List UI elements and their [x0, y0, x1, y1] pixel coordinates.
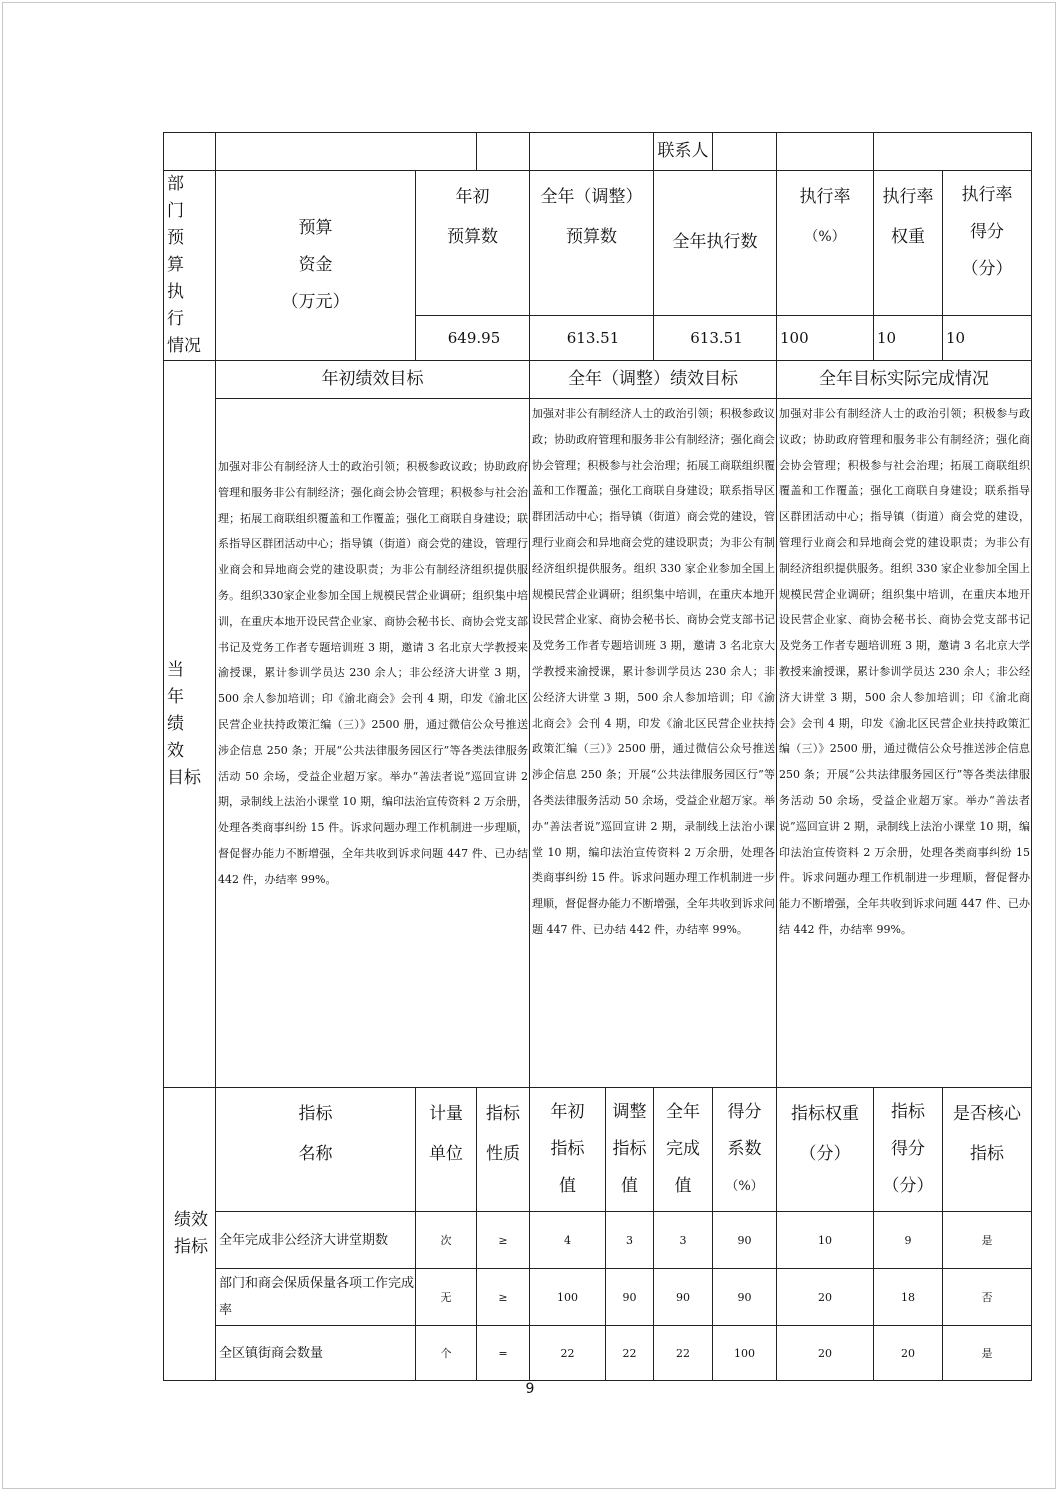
indicator-nature: =: [477, 1326, 530, 1381]
page-number: 9: [525, 1381, 535, 1397]
indicator-name: 部门和商会保质保量各项工作完成率: [216, 1269, 416, 1326]
indicator-completed: 22: [654, 1326, 713, 1381]
col-initial-budget: [416, 171, 530, 316]
col-adjusted-budget: [530, 171, 654, 316]
label-line: 预算: [298, 218, 333, 238]
header-line: 名称: [298, 1144, 333, 1164]
header-line: 性质: [486, 1144, 520, 1164]
col-exec-score: [943, 171, 1032, 316]
hdr-nature: [477, 1088, 530, 1212]
header-line: 系数: [727, 1139, 762, 1159]
header-initial-goal: 年初绩效目标: [216, 361, 530, 399]
header-line: 调整: [612, 1102, 647, 1122]
col-exec-weight: [874, 171, 943, 316]
indicator-weight: 10: [777, 1212, 874, 1269]
header-line: 执行率: [799, 187, 851, 207]
value-score: 10: [943, 315, 1032, 360]
goal-adjusted-text: 加强对非公有制经济人士的政治引领；积极参政议政；协助政府管理和服务非公有制经济；强化商会协会管理；积极参与社会治理；拓展工商联组织覆盖和工作覆盖；强化工商联自身建设；联系指导区群团活动中心；指导镇（街道）商会党的建设，管理行业商会和异地商会党的建设职责；为非公有制经济组织提供服务。组织 330 家企业参加全国上规模民营企业调研；组织集中培训，在重庆本地开设民营企业家、商协会秘书长、商协会党支部书记及党务工作者专题培训班 3 期，邀请 3 名北京大学教授来渝授课，累计参训学员达 230 余人；非公经济大讲堂 3 期，500 余人参加培训；印《渝北商会》会刊 4 期，印发《渝北区民营企业扶持政策汇编（三）》2500 册，通过微信公众号推送涉企信息 250 条；开展“公共法律服务园区行”等各类法律服务活动 50 余场，受益企业超万家。举办“善法者说”巡回宣讲 2 期，录制线上法治小课堂 10 期，编印法治宣传资料 2 万余册，处理各类商事纠纷 15 件。诉求问题办理工作机制进一步理顺，督促督办能力不断增强，全年共收到诉求问题 447 件、已办结 442 件，办结率 99%。: [530, 399, 777, 1088]
header-line: （分）: [961, 259, 1013, 279]
indicator-core: 是: [943, 1326, 1032, 1381]
budget-header-row: [164, 171, 1032, 316]
header-line: 执行率: [961, 185, 1013, 205]
indicator-section-label: [164, 1088, 216, 1381]
label-line: 资金: [298, 255, 333, 275]
header-line: 年初: [550, 1102, 585, 1122]
label-line: 绩 效: [167, 713, 201, 761]
hdr-core: [943, 1088, 1032, 1212]
top-empty-cell: [713, 133, 777, 171]
hdr-coef: [713, 1088, 777, 1212]
indicator-unit: 个: [416, 1326, 477, 1381]
header-line: 指标: [486, 1104, 520, 1124]
indicator-core: 否: [943, 1269, 1032, 1326]
indicator-adjusted: 90: [606, 1269, 654, 1326]
header-line: 全年: [666, 1102, 700, 1122]
header-line: 是否核心: [953, 1104, 1021, 1124]
header-line: （分）: [799, 1144, 851, 1164]
hdr-completed: [654, 1088, 713, 1212]
top-empty-cell: [164, 133, 216, 171]
indicator-nature: ≥: [477, 1269, 530, 1326]
goals-header-row: [164, 361, 1032, 399]
hdr-initial: [530, 1088, 606, 1212]
header-line: 执行率: [882, 187, 934, 207]
header-line: 权重: [891, 227, 925, 247]
indicator-score: 18: [874, 1269, 943, 1326]
header-line: （分）: [882, 1176, 934, 1196]
header-line: （%）: [725, 1179, 764, 1194]
header-adjusted-goal: 全年（调整）绩效目标: [530, 361, 777, 399]
indicator-initial: 4: [530, 1212, 606, 1269]
indicator-completed: 90: [654, 1269, 713, 1326]
label-line: 情况: [167, 336, 201, 356]
header-line: 预算数: [447, 227, 498, 247]
header-line: 全年（调整）: [540, 187, 643, 207]
contact-value: [777, 133, 874, 171]
label-line: 部 门: [167, 174, 201, 221]
goals-text-row: [164, 399, 1032, 1088]
label-line: 绩效: [174, 1210, 208, 1230]
label-line: （万元）: [281, 292, 350, 312]
header-line: 指标权重: [791, 1104, 859, 1124]
top-empty-cell: [530, 133, 654, 171]
label-line: 目标: [167, 767, 201, 788]
value-weight: 10: [874, 315, 943, 360]
indicator-coef: 90: [713, 1269, 777, 1326]
indicator-score: 20: [874, 1326, 943, 1381]
funds-label: [216, 171, 416, 361]
contact-label: 联系人: [654, 133, 713, 171]
hdr-adjusted: [606, 1088, 654, 1212]
performance-form-table: [163, 132, 1032, 1381]
header-line: 值: [559, 1176, 576, 1196]
indicator-completed: 3: [654, 1212, 713, 1269]
top-empty-cell: [216, 133, 477, 171]
indicator-core: 是: [943, 1212, 1032, 1269]
col-executed: 全年执行数: [654, 171, 777, 316]
indicator-coef: 100: [713, 1326, 777, 1381]
indicator-weight: 20: [777, 1269, 874, 1326]
hdr-weight: [777, 1088, 874, 1212]
label-line: 预 算: [167, 228, 201, 275]
label-line: 执 行: [167, 282, 201, 329]
header-line: 完成: [666, 1139, 700, 1159]
indicator-adjusted: 22: [606, 1326, 654, 1381]
value-adjusted: 613.51: [530, 315, 654, 360]
hdr-unit: [416, 1088, 477, 1212]
header-line: 得分: [970, 222, 1004, 242]
label-line: 当 年: [167, 659, 201, 707]
indicator-header-row: [164, 1088, 1032, 1212]
indicator-unit: 次: [416, 1212, 477, 1269]
value-rate: 100: [777, 315, 874, 360]
budget-section-label: [164, 171, 216, 361]
hdr-name: [216, 1088, 416, 1212]
value-executed: 613.51: [654, 315, 777, 360]
indicator-coef: 90: [713, 1212, 777, 1269]
indicator-score: 9: [874, 1212, 943, 1269]
header-line: 得分: [727, 1102, 762, 1122]
hdr-score: [874, 1088, 943, 1212]
header-line: （%）: [804, 229, 846, 245]
indicator-initial: 100: [530, 1269, 606, 1326]
indicator-name: 全区镇街商会数量: [216, 1326, 416, 1381]
indicator-adjusted: 3: [606, 1212, 654, 1269]
header-line: 年初: [455, 187, 490, 207]
header-line: 指标: [298, 1104, 333, 1124]
top-empty-cell: [477, 133, 530, 171]
goals-section-label: [164, 361, 216, 1088]
header-line: 得分: [891, 1139, 925, 1159]
header-line: 指标: [970, 1144, 1004, 1164]
table-row: [164, 1326, 1032, 1381]
indicator-initial: 22: [530, 1326, 606, 1381]
header-line: 指标: [612, 1139, 647, 1159]
table-row: [164, 1269, 1032, 1326]
indicator-unit: 无: [416, 1269, 477, 1326]
col-exec-rate: [777, 171, 874, 316]
header-line: 单位: [429, 1144, 463, 1164]
header-line: 指标: [550, 1139, 585, 1159]
top-row: [164, 133, 1032, 171]
table-row: [164, 1212, 1032, 1269]
label-line: 指标: [174, 1237, 208, 1257]
header-line: 指标: [891, 1102, 925, 1122]
indicator-name: 全年完成非公经济大讲堂期数: [216, 1212, 416, 1269]
indicator-weight: 20: [777, 1326, 874, 1381]
header-line: 值: [621, 1176, 638, 1196]
header-line: 预算数: [566, 227, 617, 247]
indicator-nature: ≥: [477, 1212, 530, 1269]
value-initial: 649.95: [416, 315, 530, 360]
goal-initial-text: 加强对非公有制经济人士的政治引领；积极参政议政；协助政府管理和服务非公有制经济；强化商会协会管理；积极参与社会治理；拓展工商联组织覆盖和工作覆盖；强化工商联自身建设；联系指导区群团活动中心；指导镇（街道）商会党的建设，管理行业商会和异地商会党的建设职责；为非公有制经济组织提供服务。组织330家企业参加全国上规模民营企业调研；组织集中培训，在重庆本地开设民营企业家、商协会秘书长、商协会党支部书记及党务工作者专题培训班 3 期，邀请 3 名北京大学教授来渝授课，累计参训学员达 230 余人；非公经济大讲堂 3 期，500 余人参加培训；印《渝北商会》会刊 4 期，印发《渝北区民营企业扶持政策汇编（三）》2500 册，通过微信公众号推送涉企信息 250 条；开展“公共法律服务园区行”等各类法律服务活动 50 余场，受益企业超万家。举办“善法者说”巡回宣讲 2 期，录制线上法治小课堂 10 期，编印法治宣传资料 2 万余册，处理各类商事纠纷 15 件。诉求问题办理工作机制进一步理顺，督促督办能力不断增强，全年共收到诉求问题 447 件、已办结 442 件，办结率 99%。: [216, 399, 530, 1088]
header-line: 值: [674, 1176, 692, 1196]
top-empty-cell: [874, 133, 1032, 171]
header-line: 计量: [429, 1104, 463, 1124]
header-actual-completion: 全年目标实际完成情况: [777, 361, 1032, 399]
goal-actual-text: 加强对非公有制经济人士的政治引领；积极参与政议政；协助政府管理和服务非公有制经济；强化商会协会管理；积极参与社会治理；拓展工商联组织覆盖和工作覆盖；强化工商联自身建设；联系指导区群团活动中心；指导镇（街道）商会党的建设，管理行业商会和异地商会党的建设职责；为非公有制经济组织提供服务。组织 330 家企业参加全国上规模民营企业调研；组织集中培训，在重庆本地开设民营企业家、商协会秘书长、商协会党支部书记及党务工作者专题培训班 3 期，邀请 3 名北京大学教授来渝授课，累计参训学员达 230 余人；非公经济大讲堂 3 期，500 余人参加培训；印《渝北商会》会刊 4 期，印发《渝北区民营企业扶持政策汇编（三）》2500 册，通过微信公众号推送涉企信息 250 条；开展“公共法律服务园区行”等各类法律服务活动 50 余场，受益企业超万家。举办“善法者说”巡回宣讲 2 期，录制线上法治小课堂 10 期，编印法治宣传资料 2 万余册，处理各类商事纠纷 15 件。诉求问题办理工作机制进一步理顺，督促督办能力不断增强，全年共收到诉求问题 447 件、已办结 442 件，办结率 99%。: [777, 399, 1032, 1088]
